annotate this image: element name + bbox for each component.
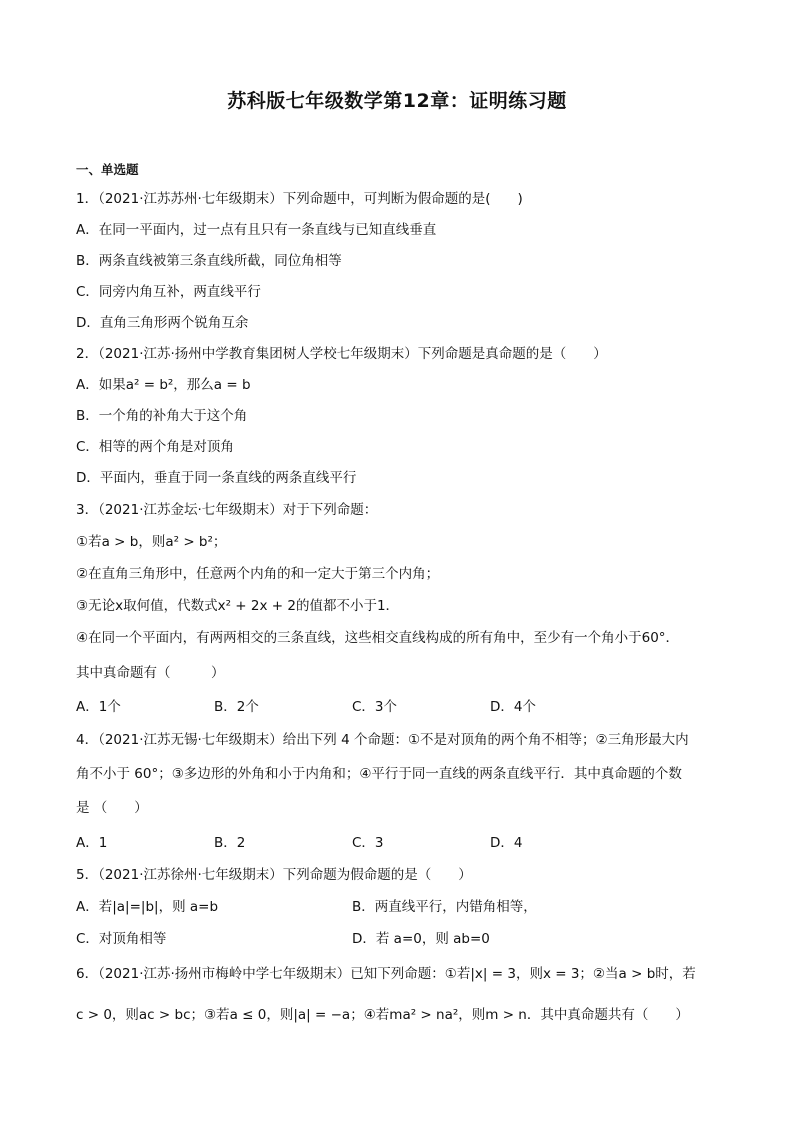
question-4-option-b: B．2	[214, 835, 246, 851]
page-title: 苏科版七年级数学第12章：证明练习题	[227, 90, 567, 112]
question-5-option-b: B．两直线平行，内错角相等，	[352, 899, 537, 915]
question-1-option-c: C．同旁内角互补，两直线平行	[76, 284, 261, 300]
question-4-option-a: A．1	[76, 835, 108, 851]
question-1-stem: 1．（2021·江苏苏州·七年级期末）下列命题中，可判断为假命题的是( )	[76, 191, 523, 207]
question-3-option-d: D．4个	[490, 699, 536, 715]
question-3-option-c: C．3个	[352, 699, 398, 715]
question-2-option-d: D．平面内，垂直于同一条直线的两条直线平行	[76, 470, 357, 486]
question-4-options	[76, 831, 636, 851]
question-5-option-a: A．若|a|=|b|，则 a=b	[76, 899, 219, 915]
question-2-option-c: C．相等的两个角是对顶角	[76, 439, 234, 455]
question-3-option-a: A．1个	[76, 699, 121, 715]
question-2-option-a: A．如果a² = b²，那么a = b	[76, 377, 251, 393]
question-5-option-d: D．若 a=0，则 ab=0	[352, 931, 490, 947]
question-4-line-2: 角不小于 60°；③多边形的外角和小于内角和；④平行于同一直线的两条直线平行．其中真命题的个数	[76, 766, 682, 782]
question-3-statement-4: ④在同一个平面内，有两两相交的三条直线，这些相交直线构成的所有角中，至少有一个角小于60°．	[76, 630, 680, 646]
question-3-ask: 其中真命题有（ ）	[76, 665, 225, 681]
question-2-stem: 2．（2021·江苏·扬州中学教育集团树人学校七年级期末）下列命题是真命题的是（ ）	[76, 346, 607, 362]
question-6-line-2: c > 0，则ac > bc；③若a ≤ 0，则|a| = −a；④若ma² > na²，则m > n．其中真命题共有（ ）	[76, 1007, 689, 1023]
question-3-statement-2: ②在直角三角形中，任意两个内角的和一定大于第三个内角；	[76, 566, 440, 582]
question-2-option-b: B．一个角的补角大于这个角	[76, 408, 248, 424]
question-3-stem: 3．（2021·江苏金坛·七年级期末）对于下列命题：	[76, 502, 378, 518]
section-heading: 一、单选题	[76, 162, 139, 177]
question-3-statement-1: ①若a > b，则a² > b²；	[76, 534, 227, 550]
question-3-option-b: B．2个	[214, 699, 259, 715]
question-4-line-3: 是 （ ）	[76, 800, 148, 816]
question-3-statement-3: ③无论x取何值，代数式x² + 2x + 2的值都不小于1．	[76, 598, 400, 614]
question-5-stem: 5．（2021·江苏徐州·七年级期末）下列命题为假命题的是（ ）	[76, 867, 472, 883]
question-5-options-row-1	[76, 895, 716, 915]
question-1-option-a: A．在同一平面内，过一点有且只有一条直线与已知直线垂直	[76, 222, 437, 238]
question-4-line-1: 4．（2021·江苏无锡·七年级期末）给出下列 4 个命题：①不是对顶角的两个角不相等；②三角形最大内	[76, 732, 689, 748]
question-1-option-d: D．直角三角形两个锐角互余	[76, 315, 249, 331]
question-1-option-b: B．两条直线被第三条直线所截，同位角相等	[76, 253, 342, 269]
question-4-option-c: C．3	[352, 835, 384, 851]
question-3-options	[76, 695, 636, 715]
question-6-line-1: 6．（2021·江苏·扬州市梅岭中学七年级期末）已知下列命题：①若|x| = 3，则x = 3；②当a > b时，若	[76, 966, 696, 982]
question-4-option-d: D．4	[490, 835, 523, 851]
question-5-options-row-2	[76, 927, 716, 947]
question-5-option-c: C．对顶角相等	[76, 931, 167, 947]
